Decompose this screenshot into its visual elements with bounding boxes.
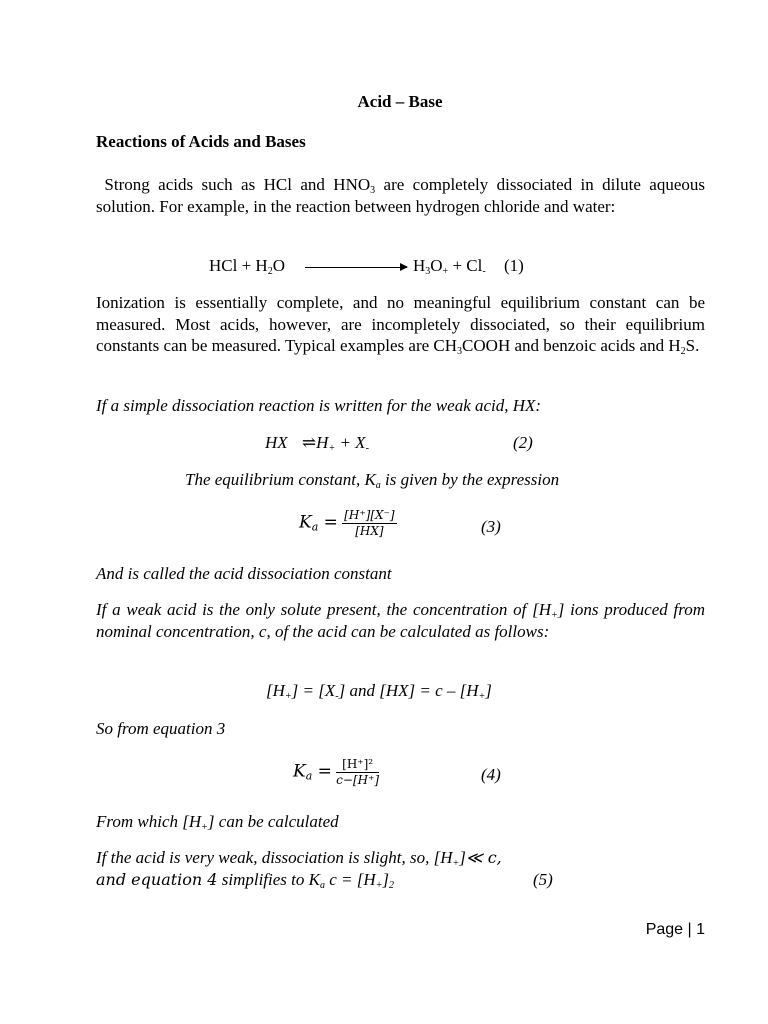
paragraph-acid-dissociation-constant: And is called the acid dissociation constant bbox=[96, 564, 392, 583]
equilibrium-arrow: ⇌ bbox=[301, 433, 317, 452]
paragraph-ionization: Ionization is essentially complete, and no meaningful equilibrium constant can be measured. Most acids, however, are incompletely dissociated, so their equilibrium constants can be measured. Typical examples are $CH_3COOH$ and benzoic acids and $H_2S$. bbox=[96, 293, 705, 357]
fraction: $\frac{[H^+][X^-]}{[HX]}$ bbox=[344, 508, 395, 538]
equation-number: (5) bbox=[533, 870, 553, 889]
paragraph-strong-acids: Strong acids such as HCl and $HNO_3$ are completely dissociated in dilute aqueous solution. For example, in the reaction between hydrogen chloride and water: bbox=[96, 175, 705, 216]
section-heading: Reactions of Acids and Bases bbox=[96, 132, 306, 151]
page-number: Page | 1 bbox=[645, 921, 705, 938]
paragraph-very-weak-acid: If the acid is very weak, dissociation is slight, so, $[H_+]≪$ c, bbox=[96, 848, 502, 869]
page-title: Acid – Base bbox=[357, 92, 443, 111]
equation-number: (4) bbox=[481, 765, 501, 784]
equation-2: HX $\rightleftharpoons H_+ + X_-$ bbox=[265, 433, 369, 454]
equation-number: (1) bbox=[503, 256, 524, 275]
equation-concentrations: $[H_+] = [X_-]$ and $[HX] = c - [H_+]$ bbox=[266, 681, 492, 702]
equation-number: (3) bbox=[481, 517, 501, 536]
equation-3: $K_a$ = $\frac{[H^+][X^-]}{[HX]}$ bbox=[299, 508, 395, 538]
paragraph-simplifies: and equation 4 simplifies to $K_a$ $c = [H_+]_2$ bbox=[96, 870, 395, 891]
paragraph-simple-dissociation: If a simple dissociation reaction is written for the weak acid, HX: bbox=[96, 396, 542, 415]
equation-number: (2) bbox=[513, 433, 533, 452]
paragraph-weak-acid: If a weak acid is the only solute present, the concentration of $[H_+]$ ions produced from nominal concentration, c, of the acid can be calculated as follows: bbox=[96, 600, 706, 641]
reaction-arrow bbox=[305, 267, 407, 268]
equation-1: HCl + $H_2O$ $H_3O_+ + Cl_-$ (1) bbox=[209, 256, 524, 277]
paragraph-from-which: From which $[H_+]$ can be calculated bbox=[96, 812, 339, 833]
fraction: $\frac{\text{[H⁺]²}}{c-[H^+]}$ bbox=[336, 757, 380, 787]
equation-4: $K_a$ = $\frac{\text{[H⁺]²}}{c-[H^+]}$ bbox=[293, 757, 380, 787]
paragraph-from-equation-3: So from equation 3 bbox=[96, 719, 226, 738]
paragraph-equilibrium-constant: The equilibrium constant, $K_a$ is given by the expression bbox=[185, 470, 560, 491]
